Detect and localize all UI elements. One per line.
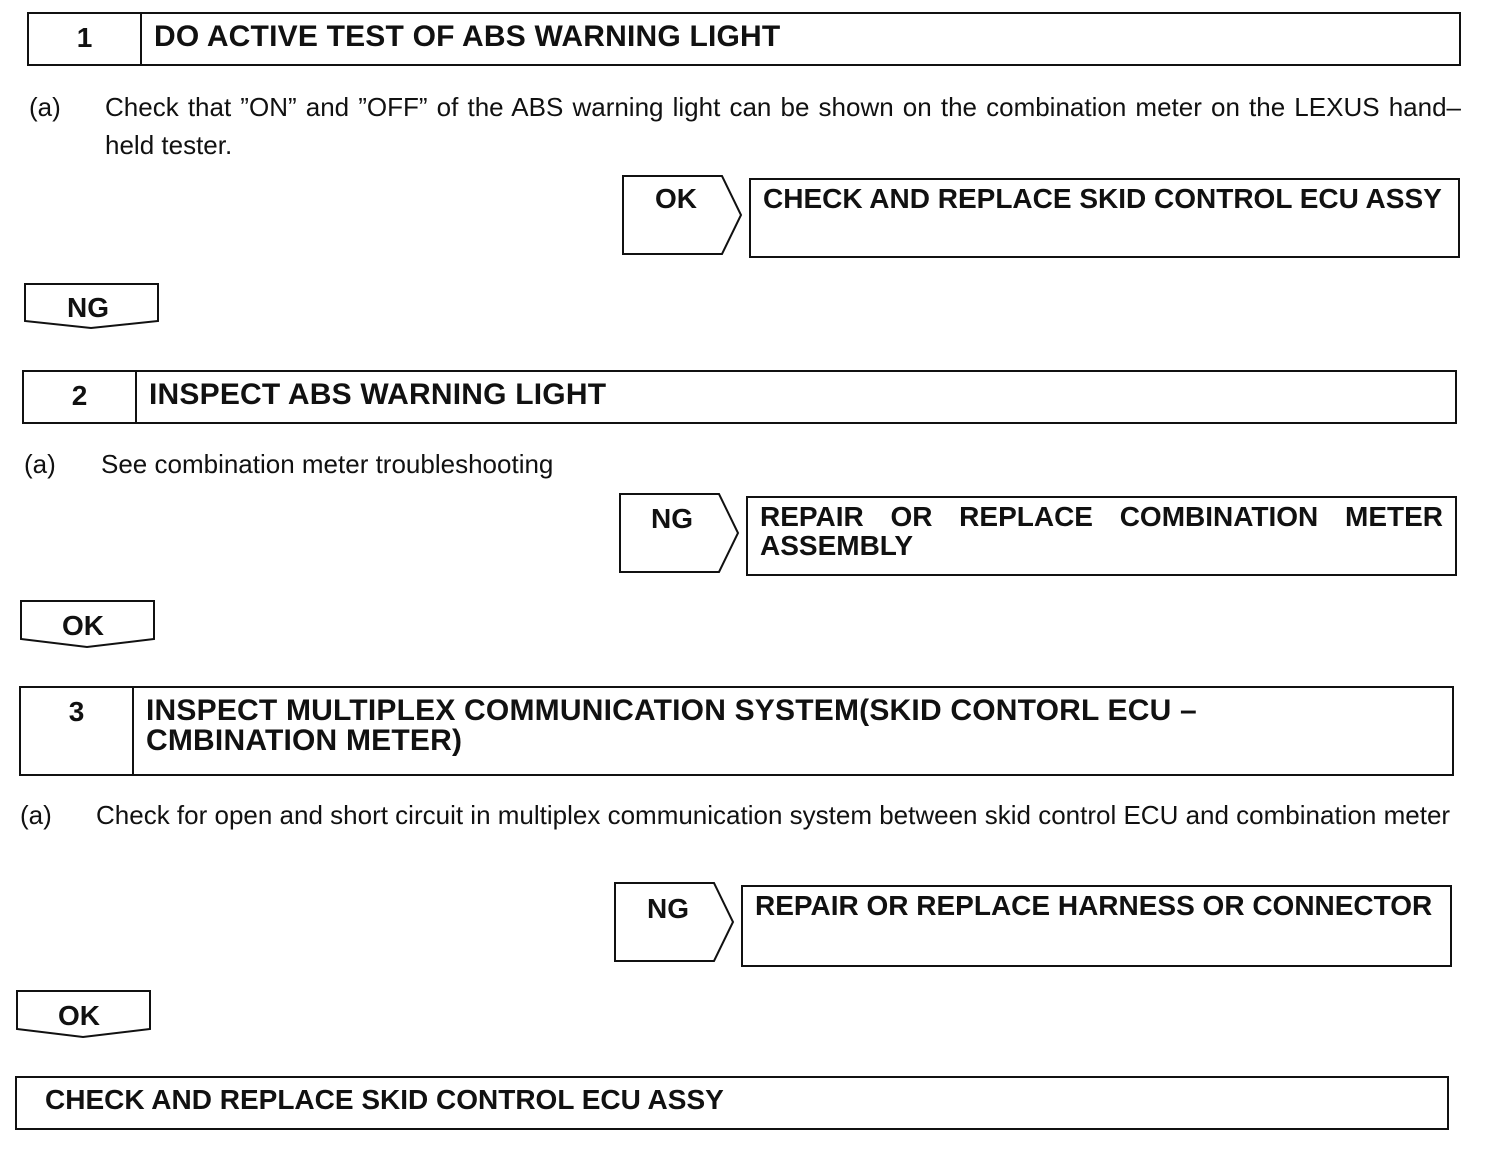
step-1-continue-label: NG — [67, 292, 109, 323]
step-2-item-label: (a) — [24, 449, 56, 479]
step-2-header — [22, 370, 1457, 424]
step-3-title: INSPECT MULTIPLEX COMMUNICATION SYSTEM(SKID CONTORL ECU – CMBINATION METER) — [146, 694, 1197, 757]
step-2-branch-result: REPAIR OR REPLACE COMBINATION METER ASSEMBLY — [746, 496, 1457, 576]
step-1-branch-label: OK — [655, 183, 697, 214]
step-2-continue-label: OK — [62, 610, 104, 641]
step-2-number: 2 — [24, 372, 137, 422]
step-1-title: DO ACTIVE TEST OF ABS WARNING LIGHT — [154, 20, 781, 53]
step-2-item-text: See combination meter troubleshooting — [101, 449, 554, 479]
step-2-branch-label: NG — [651, 503, 693, 534]
step-1-header — [27, 12, 1461, 66]
step-3-branch-result: REPAIR OR REPLACE HARNESS OR CONNECTOR — [741, 885, 1452, 967]
final-action-text: CHECK AND REPLACE SKID CONTROL ECU ASSY — [45, 1084, 724, 1115]
step-3-item — [20, 796, 1456, 876]
step-1-item-text: Check that ”ON” and ”OFF” of the ABS warning light can be shown on the combination meter on the LEXUS hand–held tester. — [105, 92, 1461, 160]
step-3-item-label: (a) — [20, 800, 52, 830]
step-3-branch-label: NG — [647, 893, 689, 924]
step-1-item — [29, 88, 1461, 168]
final-action-box — [15, 1076, 1449, 1130]
step-2-item — [24, 445, 1456, 485]
step-1-item-label: (a) — [29, 92, 61, 122]
step-1-branch-result: CHECK AND REPLACE SKID CONTROL ECU ASSY — [749, 178, 1460, 258]
step-3-header — [19, 686, 1454, 776]
step-1-number: 1 — [29, 14, 142, 64]
step-2-title: INSPECT ABS WARNING LIGHT — [149, 378, 607, 411]
step-3-continue-label: OK — [58, 1000, 100, 1031]
step-3-number: 3 — [21, 688, 134, 774]
step-3-item-text: Check for open and short circuit in multiplex communication system between skid control ECU and combination meter — [96, 800, 1451, 830]
